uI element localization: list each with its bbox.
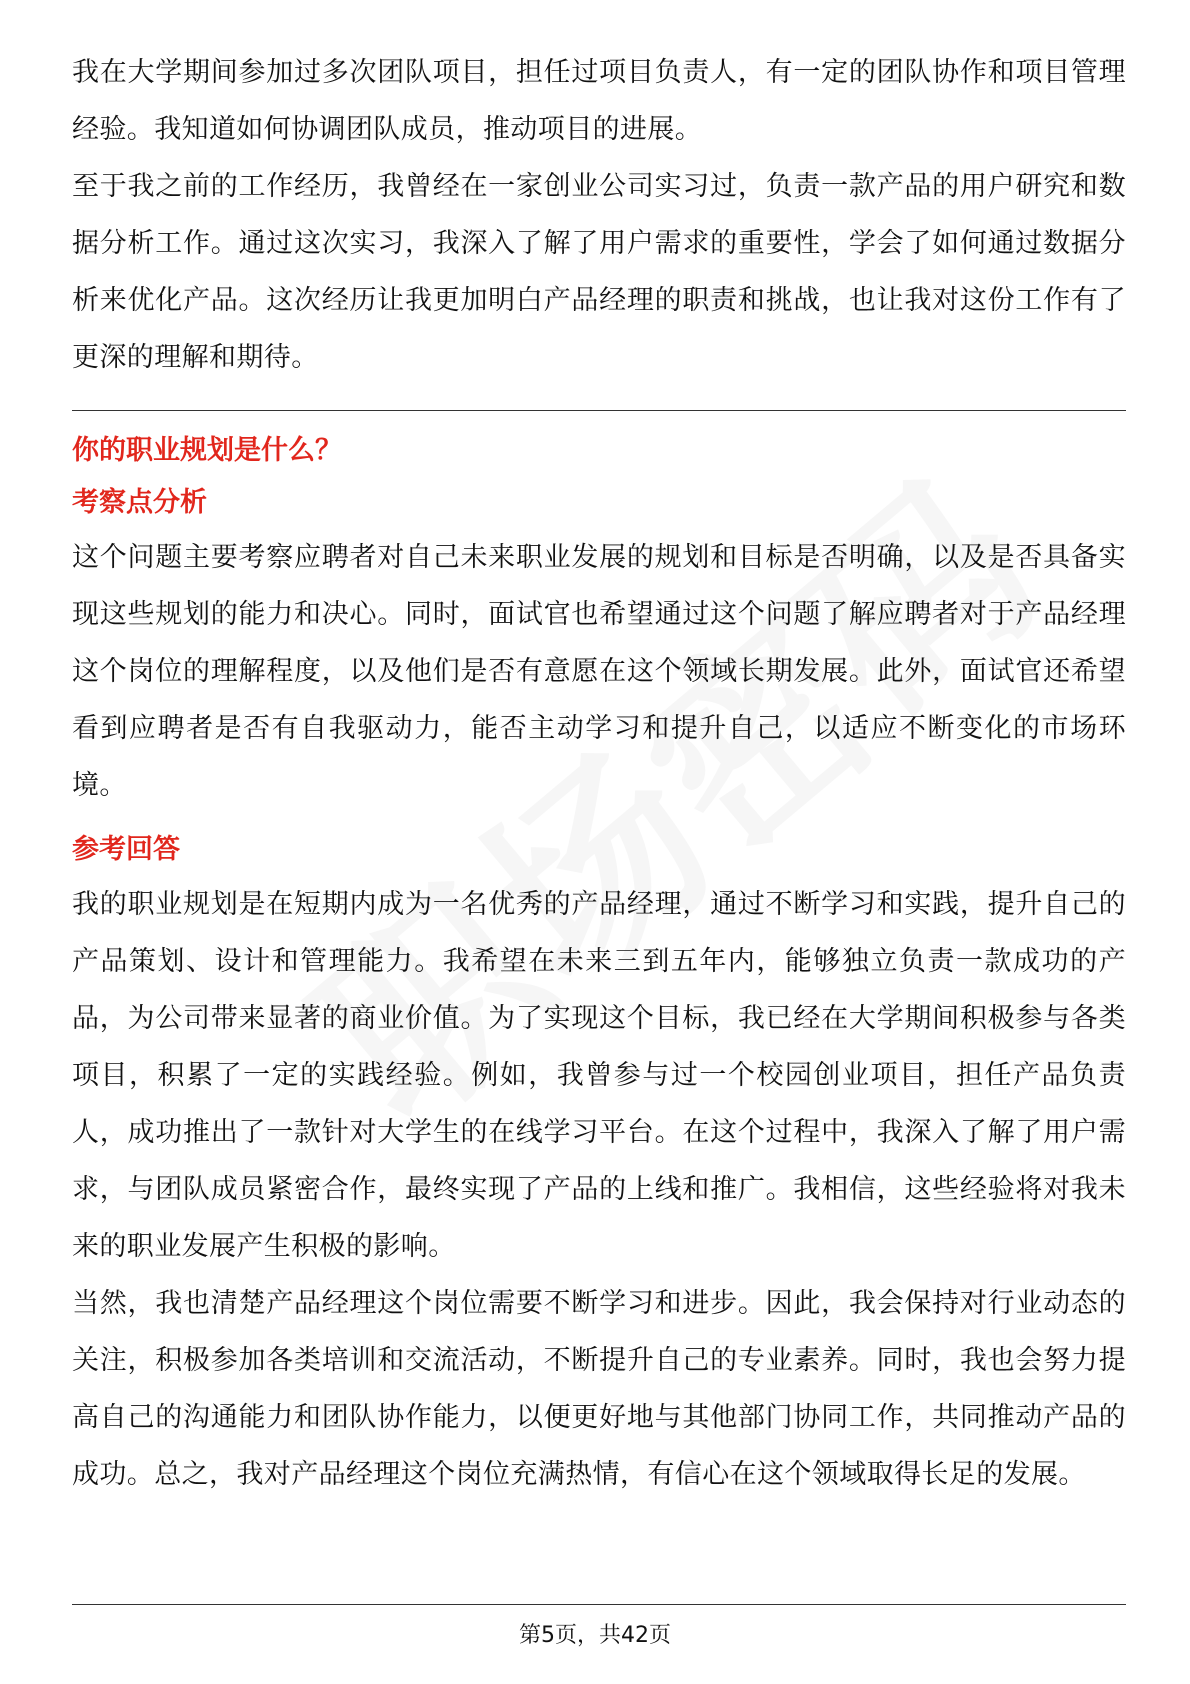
analysis-heading: 考察点分析: [72, 487, 207, 518]
intro-paragraph: 我在大学期间参加过多次团队项目，担任过项目负责人，有一定的团队协作和项目管理经验。我知道如何协调团队成员，推动项目的进展。: [72, 57, 1126, 145]
section-divider: [72, 410, 1126, 411]
page-number: 第5页，共42页: [519, 1623, 671, 1648]
analysis-body: 这个问题主要考察应聘者对自己未来职业发展的规划和目标是否明确，以及是否具备实现这些规划的能力和决心。同时，面试官也希望通过这个问题了解应聘者对于产品经理这个岗位的理解程度，以及他们是否有意愿在这个领域长期发展。此外，面试官还希望看到应聘者是否有自我驱动力，能否主动学习和提升自己，以适应不断变化的市场环境。: [72, 542, 1126, 801]
answer-paragraph: 我的职业规划是在短期内成为一名优秀的产品经理，通过不断学习和实践，提升自己的产品策划、设计和管理能力。我希望在未来三到五年内，能够独立负责一款成功的产品，为公司带来显著的商业价值。为了实现这个目标，我已经在大学期间积极参与各类项目，积累了一定的实践经验。例如，我曾参与过一个校园创业项目，担任产品负责人，成功推出了一款针对大学生的在线学习平台。在这个过程中，我深入了解了用户需求，与团队成员紧密合作，最终实现了产品的上线和推广。我相信，这些经验将对我未来的职业发展产生积极的影响。: [72, 889, 1126, 1262]
spacer: [72, 814, 1126, 828]
intro-paragraph: 至于我之前的工作经历，我曾经在一家创业公司实习过，负责一款产品的用户研究和数据分析工作。通过这次实习，我深入了解了用户需求的重要性，学会了如何通过数据分析来优化产品。这次经历让我更加明白产品经理的职责和挑战，也让我对这份工作有了更深的理解和期待。: [72, 171, 1126, 373]
footer-divider: [72, 1604, 1126, 1605]
answer-paragraph: 当然，我也清楚产品经理这个岗位需要不断学习和进步。因此，我会保持对行业动态的关注，积极参加各类培训和交流活动，不断提升自己的专业素养。同时，我也会努力提高自己的沟通能力和团队协作能力，以便更好地与其他部门协同工作，共同推动产品的成功。总之，我对产品经理这个岗位充满热情，有信心在这个领域取得长足的发展。: [72, 1288, 1126, 1490]
question-title: 你的职业规划是什么？: [72, 435, 342, 466]
answer-heading: 参考回答: [72, 834, 180, 865]
page-content: [72, 44, 1126, 1503]
